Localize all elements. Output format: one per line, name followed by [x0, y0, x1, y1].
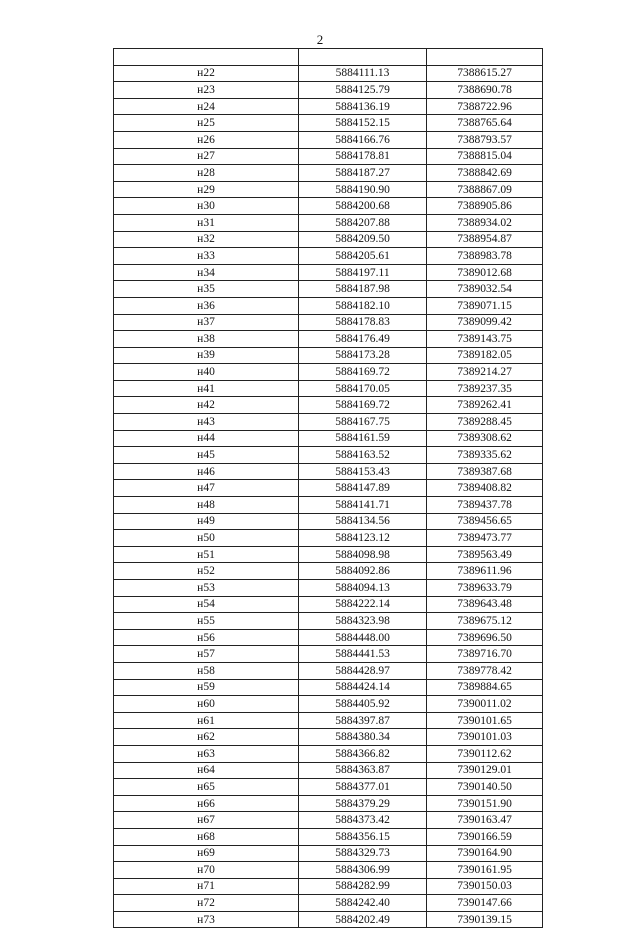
- table-row: [114, 895, 543, 912]
- x-coordinate-cell: 5884397.87: [299, 712, 427, 729]
- x-coordinate-cell: 5884377.01: [299, 779, 427, 796]
- point-name-cell: н27: [114, 148, 299, 165]
- point-name-cell: н34: [114, 264, 299, 281]
- y-coordinate-cell: 7389473.77: [427, 530, 543, 547]
- y-coordinate-cell: 7389288.45: [427, 414, 543, 431]
- table-row: [114, 646, 543, 663]
- point-name-cell: н69: [114, 845, 299, 862]
- table-row: [114, 480, 543, 497]
- table-row: [114, 314, 543, 331]
- point-name-cell: н48: [114, 497, 299, 514]
- point-name-cell: н50: [114, 530, 299, 547]
- table-row: [114, 779, 543, 796]
- point-name-cell: н66: [114, 795, 299, 812]
- y-coordinate-cell: 7389335.62: [427, 447, 543, 464]
- x-coordinate-cell: 5884170.05: [299, 380, 427, 397]
- table-row: [114, 745, 543, 762]
- point-name-cell: н53: [114, 580, 299, 597]
- y-coordinate-cell: 7388722.96: [427, 98, 543, 115]
- x-coordinate-cell: 5884178.81: [299, 148, 427, 165]
- x-coordinate-cell: 5884187.27: [299, 165, 427, 182]
- point-name-cell: н60: [114, 696, 299, 713]
- y-coordinate-cell: 7389675.12: [427, 613, 543, 630]
- y-coordinate-cell: 7390112.62: [427, 745, 543, 762]
- y-coordinate-cell: 7390139.15: [427, 911, 543, 928]
- y-coordinate-cell: 7389716.70: [427, 646, 543, 663]
- table-row: [114, 596, 543, 613]
- y-coordinate-cell: 7389262.41: [427, 397, 543, 414]
- blank-cell: [114, 49, 299, 66]
- table-row: [114, 148, 543, 165]
- table-row: [114, 264, 543, 281]
- point-name-cell: н22: [114, 65, 299, 82]
- table-row: [114, 795, 543, 812]
- table-row: [114, 845, 543, 862]
- x-coordinate-cell: 5884136.19: [299, 98, 427, 115]
- table-row: [114, 712, 543, 729]
- point-name-cell: н43: [114, 414, 299, 431]
- point-name-cell: н24: [114, 98, 299, 115]
- x-coordinate-cell: 5884161.59: [299, 430, 427, 447]
- point-name-cell: н72: [114, 895, 299, 912]
- x-coordinate-cell: 5884153.43: [299, 463, 427, 480]
- point-name-cell: н67: [114, 812, 299, 829]
- point-name-cell: н49: [114, 513, 299, 530]
- point-name-cell: н73: [114, 911, 299, 928]
- point-name-cell: н57: [114, 646, 299, 663]
- table-row: [114, 397, 543, 414]
- y-coordinate-cell: 7389643.48: [427, 596, 543, 613]
- point-name-cell: н61: [114, 712, 299, 729]
- y-coordinate-cell: 7390164.90: [427, 845, 543, 862]
- table-row: [114, 729, 543, 746]
- point-name-cell: н46: [114, 463, 299, 480]
- x-coordinate-cell: 5884242.40: [299, 895, 427, 912]
- x-coordinate-cell: 5884448.00: [299, 629, 427, 646]
- table-row-blank: [114, 49, 543, 66]
- x-coordinate-cell: 5884207.88: [299, 214, 427, 231]
- point-name-cell: н30: [114, 198, 299, 215]
- y-coordinate-cell: 7389884.65: [427, 679, 543, 696]
- page-number: 2: [316, 32, 324, 47]
- y-coordinate-cell: 7390161.95: [427, 862, 543, 879]
- table-row: [114, 862, 543, 879]
- y-coordinate-cell: 7389032.54: [427, 281, 543, 298]
- table-row: [114, 497, 543, 514]
- table-row: [114, 911, 543, 928]
- y-coordinate-cell: 7389778.42: [427, 662, 543, 679]
- x-coordinate-cell: 5884169.72: [299, 364, 427, 381]
- point-name-cell: н39: [114, 347, 299, 364]
- point-name-cell: н47: [114, 480, 299, 497]
- table-row: [114, 380, 543, 397]
- y-coordinate-cell: 7389387.68: [427, 463, 543, 480]
- table-row: [114, 165, 543, 182]
- y-coordinate-cell: 7389012.68: [427, 264, 543, 281]
- x-coordinate-cell: 5884441.53: [299, 646, 427, 663]
- point-name-cell: н65: [114, 779, 299, 796]
- y-coordinate-cell: 7388842.69: [427, 165, 543, 182]
- x-coordinate-cell: 5884094.13: [299, 580, 427, 597]
- point-name-cell: н33: [114, 248, 299, 265]
- point-name-cell: н37: [114, 314, 299, 331]
- x-coordinate-cell: 5884178.83: [299, 314, 427, 331]
- x-coordinate-cell: 5884176.49: [299, 331, 427, 348]
- x-coordinate-cell: 5884329.73: [299, 845, 427, 862]
- y-coordinate-cell: 7390011.02: [427, 696, 543, 713]
- point-name-cell: н68: [114, 828, 299, 845]
- y-coordinate-cell: 7389214.27: [427, 364, 543, 381]
- x-coordinate-cell: 5884282.99: [299, 878, 427, 895]
- y-coordinate-cell: 7389696.50: [427, 629, 543, 646]
- table-row: [114, 414, 543, 431]
- point-name-cell: н54: [114, 596, 299, 613]
- table-row: [114, 580, 543, 597]
- table-row: [114, 463, 543, 480]
- x-coordinate-cell: 5884141.71: [299, 497, 427, 514]
- x-coordinate-cell: 5884428.97: [299, 662, 427, 679]
- point-name-cell: н42: [114, 397, 299, 414]
- table-row: [114, 364, 543, 381]
- table-row: [114, 231, 543, 248]
- table-row: [114, 331, 543, 348]
- table-row: [114, 430, 543, 447]
- point-name-cell: н59: [114, 679, 299, 696]
- table-row: [114, 828, 543, 845]
- point-name-cell: н26: [114, 131, 299, 148]
- table-row: [114, 281, 543, 298]
- table-row: [114, 812, 543, 829]
- point-name-cell: н64: [114, 762, 299, 779]
- x-coordinate-cell: 5884187.98: [299, 281, 427, 298]
- table-row: [114, 198, 543, 215]
- table-row: [114, 65, 543, 82]
- y-coordinate-cell: 7388905.86: [427, 198, 543, 215]
- y-coordinate-cell: 7390166.59: [427, 828, 543, 845]
- point-name-cell: н70: [114, 862, 299, 879]
- y-coordinate-cell: 7389437.78: [427, 497, 543, 514]
- x-coordinate-cell: 5884166.76: [299, 131, 427, 148]
- x-coordinate-cell: 5884356.15: [299, 828, 427, 845]
- y-coordinate-cell: 7389143.75: [427, 331, 543, 348]
- x-coordinate-cell: 5884197.11: [299, 264, 427, 281]
- x-coordinate-cell: 5884123.12: [299, 530, 427, 547]
- y-coordinate-cell: 7390101.65: [427, 712, 543, 729]
- y-coordinate-cell: 7389408.82: [427, 480, 543, 497]
- x-coordinate-cell: 5884379.29: [299, 795, 427, 812]
- y-coordinate-cell: 7390140.50: [427, 779, 543, 796]
- x-coordinate-cell: 5884111.13: [299, 65, 427, 82]
- table-row: [114, 563, 543, 580]
- x-coordinate-cell: 5884366.82: [299, 745, 427, 762]
- y-coordinate-cell: 7388934.02: [427, 214, 543, 231]
- y-coordinate-cell: 7389611.96: [427, 563, 543, 580]
- table-row: [114, 762, 543, 779]
- x-coordinate-cell: 5884405.92: [299, 696, 427, 713]
- y-coordinate-cell: 7390151.90: [427, 795, 543, 812]
- table-row: [114, 214, 543, 231]
- x-coordinate-cell: 5884134.56: [299, 513, 427, 530]
- x-coordinate-cell: 5884380.34: [299, 729, 427, 746]
- point-name-cell: н71: [114, 878, 299, 895]
- y-coordinate-cell: 7389456.65: [427, 513, 543, 530]
- point-name-cell: н28: [114, 165, 299, 182]
- x-coordinate-cell: 5884373.42: [299, 812, 427, 829]
- y-coordinate-cell: 7389182.05: [427, 347, 543, 364]
- y-coordinate-cell: 7388765.64: [427, 115, 543, 132]
- table-row: [114, 115, 543, 132]
- y-coordinate-cell: 7388954.87: [427, 231, 543, 248]
- y-coordinate-cell: 7389308.62: [427, 430, 543, 447]
- table-row: [114, 662, 543, 679]
- y-coordinate-cell: 7388867.09: [427, 181, 543, 198]
- table-row: [114, 131, 543, 148]
- x-coordinate-cell: 5884167.75: [299, 414, 427, 431]
- point-name-cell: н31: [114, 214, 299, 231]
- point-name-cell: н40: [114, 364, 299, 381]
- table-row: [114, 696, 543, 713]
- point-name-cell: н36: [114, 297, 299, 314]
- y-coordinate-cell: 7389633.79: [427, 580, 543, 597]
- y-coordinate-cell: 7388615.27: [427, 65, 543, 82]
- y-coordinate-cell: 7388815.04: [427, 148, 543, 165]
- table-row: [114, 530, 543, 547]
- table-row: [114, 347, 543, 364]
- y-coordinate-cell: 7390129.01: [427, 762, 543, 779]
- y-coordinate-cell: 7389563.49: [427, 546, 543, 563]
- x-coordinate-cell: 5884306.99: [299, 862, 427, 879]
- x-coordinate-cell: 5884173.28: [299, 347, 427, 364]
- y-coordinate-cell: 7388793.57: [427, 131, 543, 148]
- x-coordinate-cell: 5884147.89: [299, 480, 427, 497]
- x-coordinate-cell: 5884098.98: [299, 546, 427, 563]
- table-row: [114, 546, 543, 563]
- table-row: [114, 679, 543, 696]
- x-coordinate-cell: 5884202.49: [299, 911, 427, 928]
- y-coordinate-cell: 7389099.42: [427, 314, 543, 331]
- table-row: [114, 447, 543, 464]
- y-coordinate-cell: 7390150.03: [427, 878, 543, 895]
- point-name-cell: н52: [114, 563, 299, 580]
- x-coordinate-cell: 5884209.50: [299, 231, 427, 248]
- y-coordinate-cell: 7389071.15: [427, 297, 543, 314]
- point-name-cell: н44: [114, 430, 299, 447]
- y-coordinate-cell: 7389237.35: [427, 380, 543, 397]
- coordinates-table-body: [114, 49, 543, 928]
- x-coordinate-cell: 5884092.86: [299, 563, 427, 580]
- table-row: [114, 82, 543, 99]
- table-row: [114, 248, 543, 265]
- x-coordinate-cell: 5884125.79: [299, 82, 427, 99]
- x-coordinate-cell: 5884152.15: [299, 115, 427, 132]
- point-name-cell: н38: [114, 331, 299, 348]
- y-coordinate-cell: 7388983.78: [427, 248, 543, 265]
- blank-cell: [299, 49, 427, 66]
- point-name-cell: н23: [114, 82, 299, 99]
- y-coordinate-cell: 7390101.03: [427, 729, 543, 746]
- point-name-cell: н35: [114, 281, 299, 298]
- point-name-cell: н63: [114, 745, 299, 762]
- table-row: [114, 181, 543, 198]
- table-row: [114, 629, 543, 646]
- x-coordinate-cell: 5884205.61: [299, 248, 427, 265]
- point-name-cell: н32: [114, 231, 299, 248]
- x-coordinate-cell: 5884363.87: [299, 762, 427, 779]
- point-name-cell: н56: [114, 629, 299, 646]
- point-name-cell: н29: [114, 181, 299, 198]
- x-coordinate-cell: 5884163.52: [299, 447, 427, 464]
- x-coordinate-cell: 5884424.14: [299, 679, 427, 696]
- y-coordinate-cell: 7390147.66: [427, 895, 543, 912]
- point-name-cell: н45: [114, 447, 299, 464]
- blank-cell: [427, 49, 543, 66]
- point-name-cell: н41: [114, 380, 299, 397]
- coordinates-table: [113, 48, 543, 928]
- point-name-cell: н25: [114, 115, 299, 132]
- x-coordinate-cell: 5884190.90: [299, 181, 427, 198]
- table-row: [114, 613, 543, 630]
- table-row: [114, 513, 543, 530]
- table-row: [114, 98, 543, 115]
- x-coordinate-cell: 5884323.98: [299, 613, 427, 630]
- x-coordinate-cell: 5884200.68: [299, 198, 427, 215]
- y-coordinate-cell: 7388690.78: [427, 82, 543, 99]
- x-coordinate-cell: 5884182.10: [299, 297, 427, 314]
- point-name-cell: н55: [114, 613, 299, 630]
- table-row: [114, 878, 543, 895]
- point-name-cell: н62: [114, 729, 299, 746]
- point-name-cell: н58: [114, 662, 299, 679]
- point-name-cell: н51: [114, 546, 299, 563]
- table-row: [114, 297, 543, 314]
- y-coordinate-cell: 7390163.47: [427, 812, 543, 829]
- x-coordinate-cell: 5884169.72: [299, 397, 427, 414]
- x-coordinate-cell: 5884222.14: [299, 596, 427, 613]
